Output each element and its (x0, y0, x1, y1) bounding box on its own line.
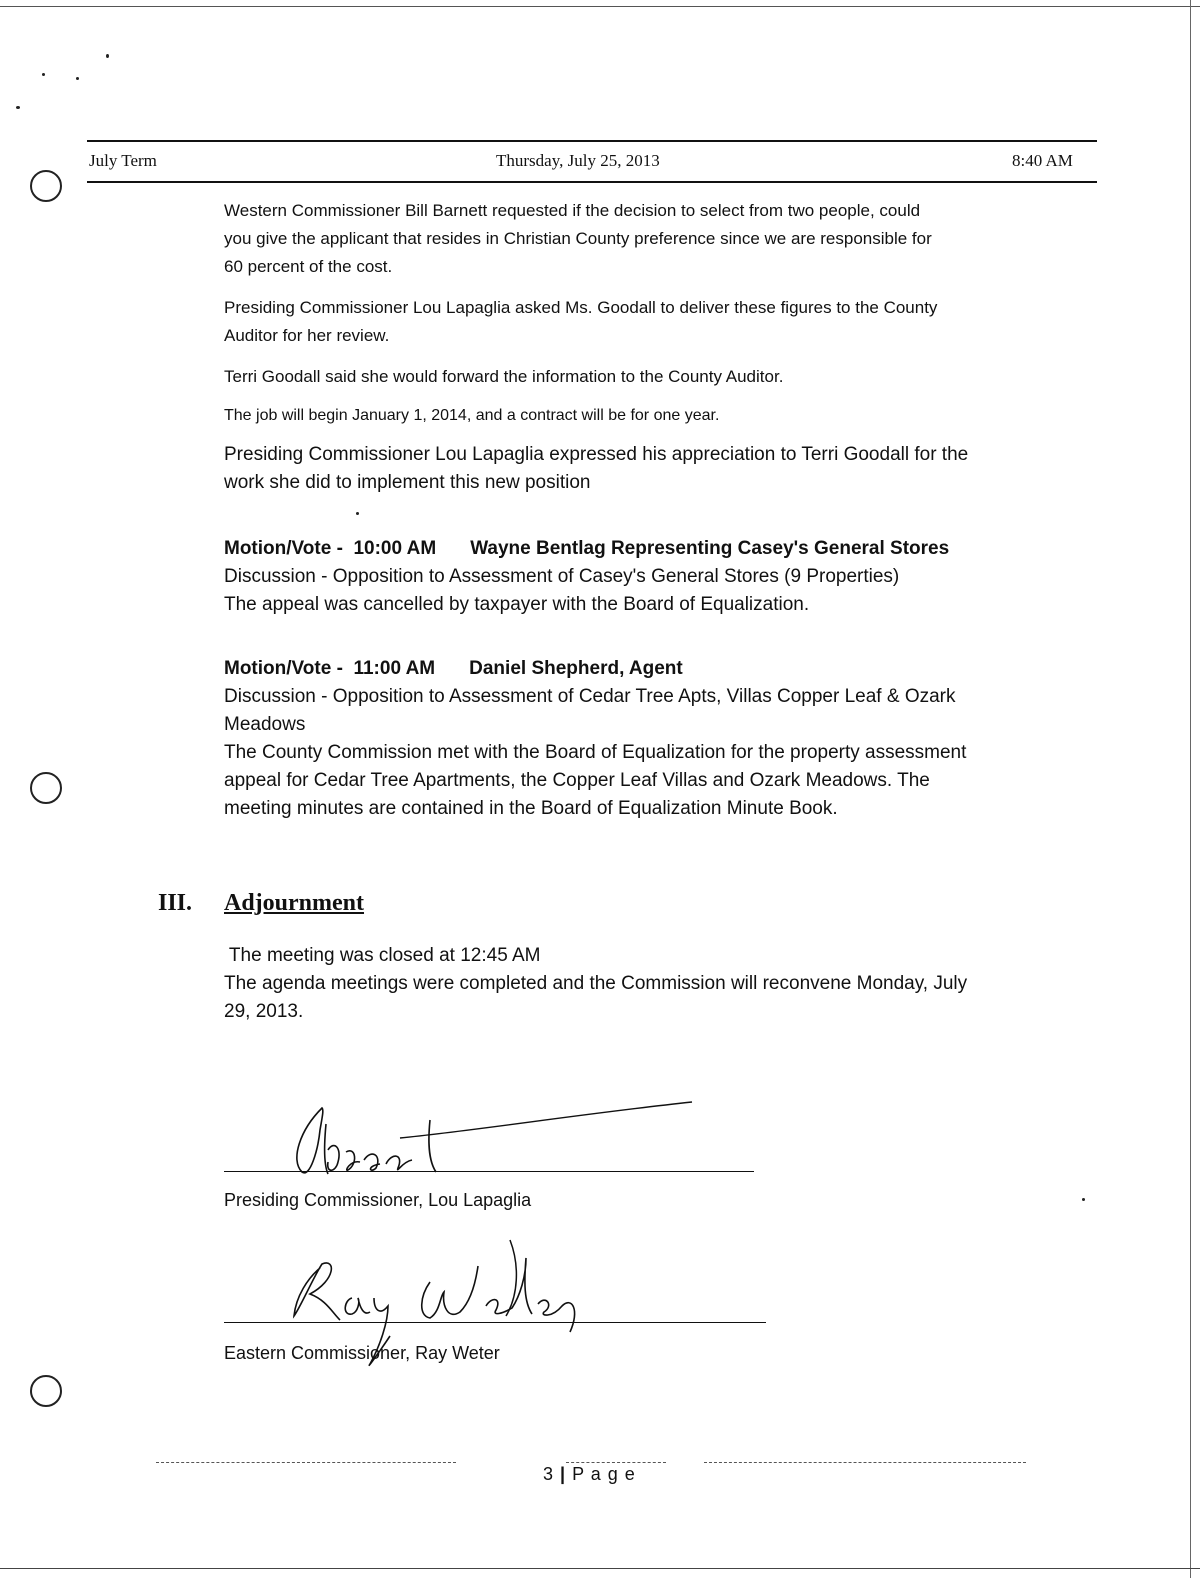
scan-speck (76, 77, 79, 80)
motion-label: Motion/Vote - (224, 658, 343, 679)
signature-line (224, 1322, 766, 1323)
signature-line (224, 1171, 754, 1172)
text-line: 60 percent of the cost. (224, 257, 393, 276)
page-word: P a g e (572, 1464, 636, 1484)
binder-hole (30, 772, 62, 804)
text-line: meeting minutes are contained in the Board of Equalization Minute Book. (224, 798, 838, 819)
scan-speck (1082, 1198, 1085, 1201)
paragraph-goodall-forward (224, 363, 1044, 391)
text-line: The agenda meetings were completed and the Commission will reconvene Monday, July (224, 973, 968, 994)
scan-edge-bottom (0, 1568, 1200, 1569)
scan-edge-top (0, 6, 1200, 7)
paragraph-lapaglia-request (224, 294, 1044, 350)
text-line: Terri Goodall said she would forward the information to the County Auditor. (224, 367, 784, 386)
signature-caption-eastern: Eastern Commissioner, Ray Weter (224, 1343, 500, 1363)
header-rule-top (87, 140, 1097, 142)
page-footer (543, 1464, 636, 1485)
text-line: Presiding Commissioner Lou Lapaglia expressed his appreciation to Terri Goodall for the (224, 444, 969, 465)
binder-hole (30, 170, 62, 202)
text-line: Western Commissioner Bill Barnett requested if the decision to select from two people, could (224, 201, 921, 220)
text-line: Presiding Commissioner Lou Lapaglia asked Ms. Goodall to deliver these figures to the County (224, 298, 938, 317)
scan-speck (16, 106, 20, 109)
page-separator: | (560, 1464, 567, 1484)
text-line: you give the applicant that resides in Christian County preference since we are responsible for (224, 229, 932, 248)
text-line: Discussion - Opposition to Assessment of Cedar Tree Apts, Villas Copper Leaf & Ozark (224, 686, 956, 707)
binder-hole (30, 1375, 62, 1407)
scan-edge-right (1190, 0, 1191, 1578)
scan-speck (106, 54, 109, 58)
text-line: The appeal was cancelled by taxpayer with the Board of Equalization. (224, 594, 810, 615)
section-title-adjournment: Adjournment (224, 890, 365, 916)
motion-heading (224, 655, 1044, 683)
section-numeral: III. (158, 890, 193, 916)
motion-item-bentlag (224, 535, 1044, 619)
paragraph-job-begin (224, 402, 1044, 430)
text-line: Discussion - Opposition to Assessment of Casey's General Stores (9 Properties) (224, 566, 900, 587)
text-line: The County Commission met with the Board of Equalization for the property assessment (224, 742, 967, 763)
footer-dashed-line-right (704, 1462, 1026, 1464)
text-line: The meeting was closed at 12:45 AM (224, 945, 541, 966)
text-line: Meadows (224, 714, 306, 735)
motion-title: Wayne Bentlag Representing Casey's General Stores (470, 538, 950, 559)
motion-label: Motion/Vote - (224, 538, 343, 559)
footer-dashed-line-left (156, 1462, 456, 1464)
paragraph-barnett-request (224, 197, 1044, 281)
header-rule-bottom (87, 181, 1097, 183)
motion-item-shepherd (224, 655, 1044, 823)
text-line: appeal for Cedar Tree Apartments, the Copper Leaf Villas and Ozark Meadows. The (224, 770, 930, 791)
header-time: 8:40 AM (1012, 151, 1073, 170)
header-term: July Term (89, 151, 157, 170)
page-number: 3 (543, 1464, 555, 1484)
motion-title: Daniel Shepherd, Agent (469, 658, 683, 679)
motion-time: 11:00 AM (353, 658, 436, 679)
signature-absent (280, 1090, 700, 1180)
text-line: Auditor for her review. (224, 326, 390, 345)
text-line: 29, 2013. (224, 1001, 304, 1022)
signature-caption-presiding: Presiding Commissioner, Lou Lapaglia (224, 1190, 532, 1210)
paragraph-appreciation (224, 441, 1044, 497)
adjournment-text (224, 942, 1044, 1026)
motion-time: 10:00 AM (353, 538, 437, 559)
motion-heading (224, 535, 1044, 563)
scan-speck (356, 512, 359, 515)
text-line: The job will begin January 1, 2014, and a contract will be for one year. (224, 407, 720, 424)
scan-speck (42, 73, 45, 76)
header-date: Thursday, July 25, 2013 (496, 151, 660, 170)
text-line: work she did to implement this new position (224, 472, 591, 493)
